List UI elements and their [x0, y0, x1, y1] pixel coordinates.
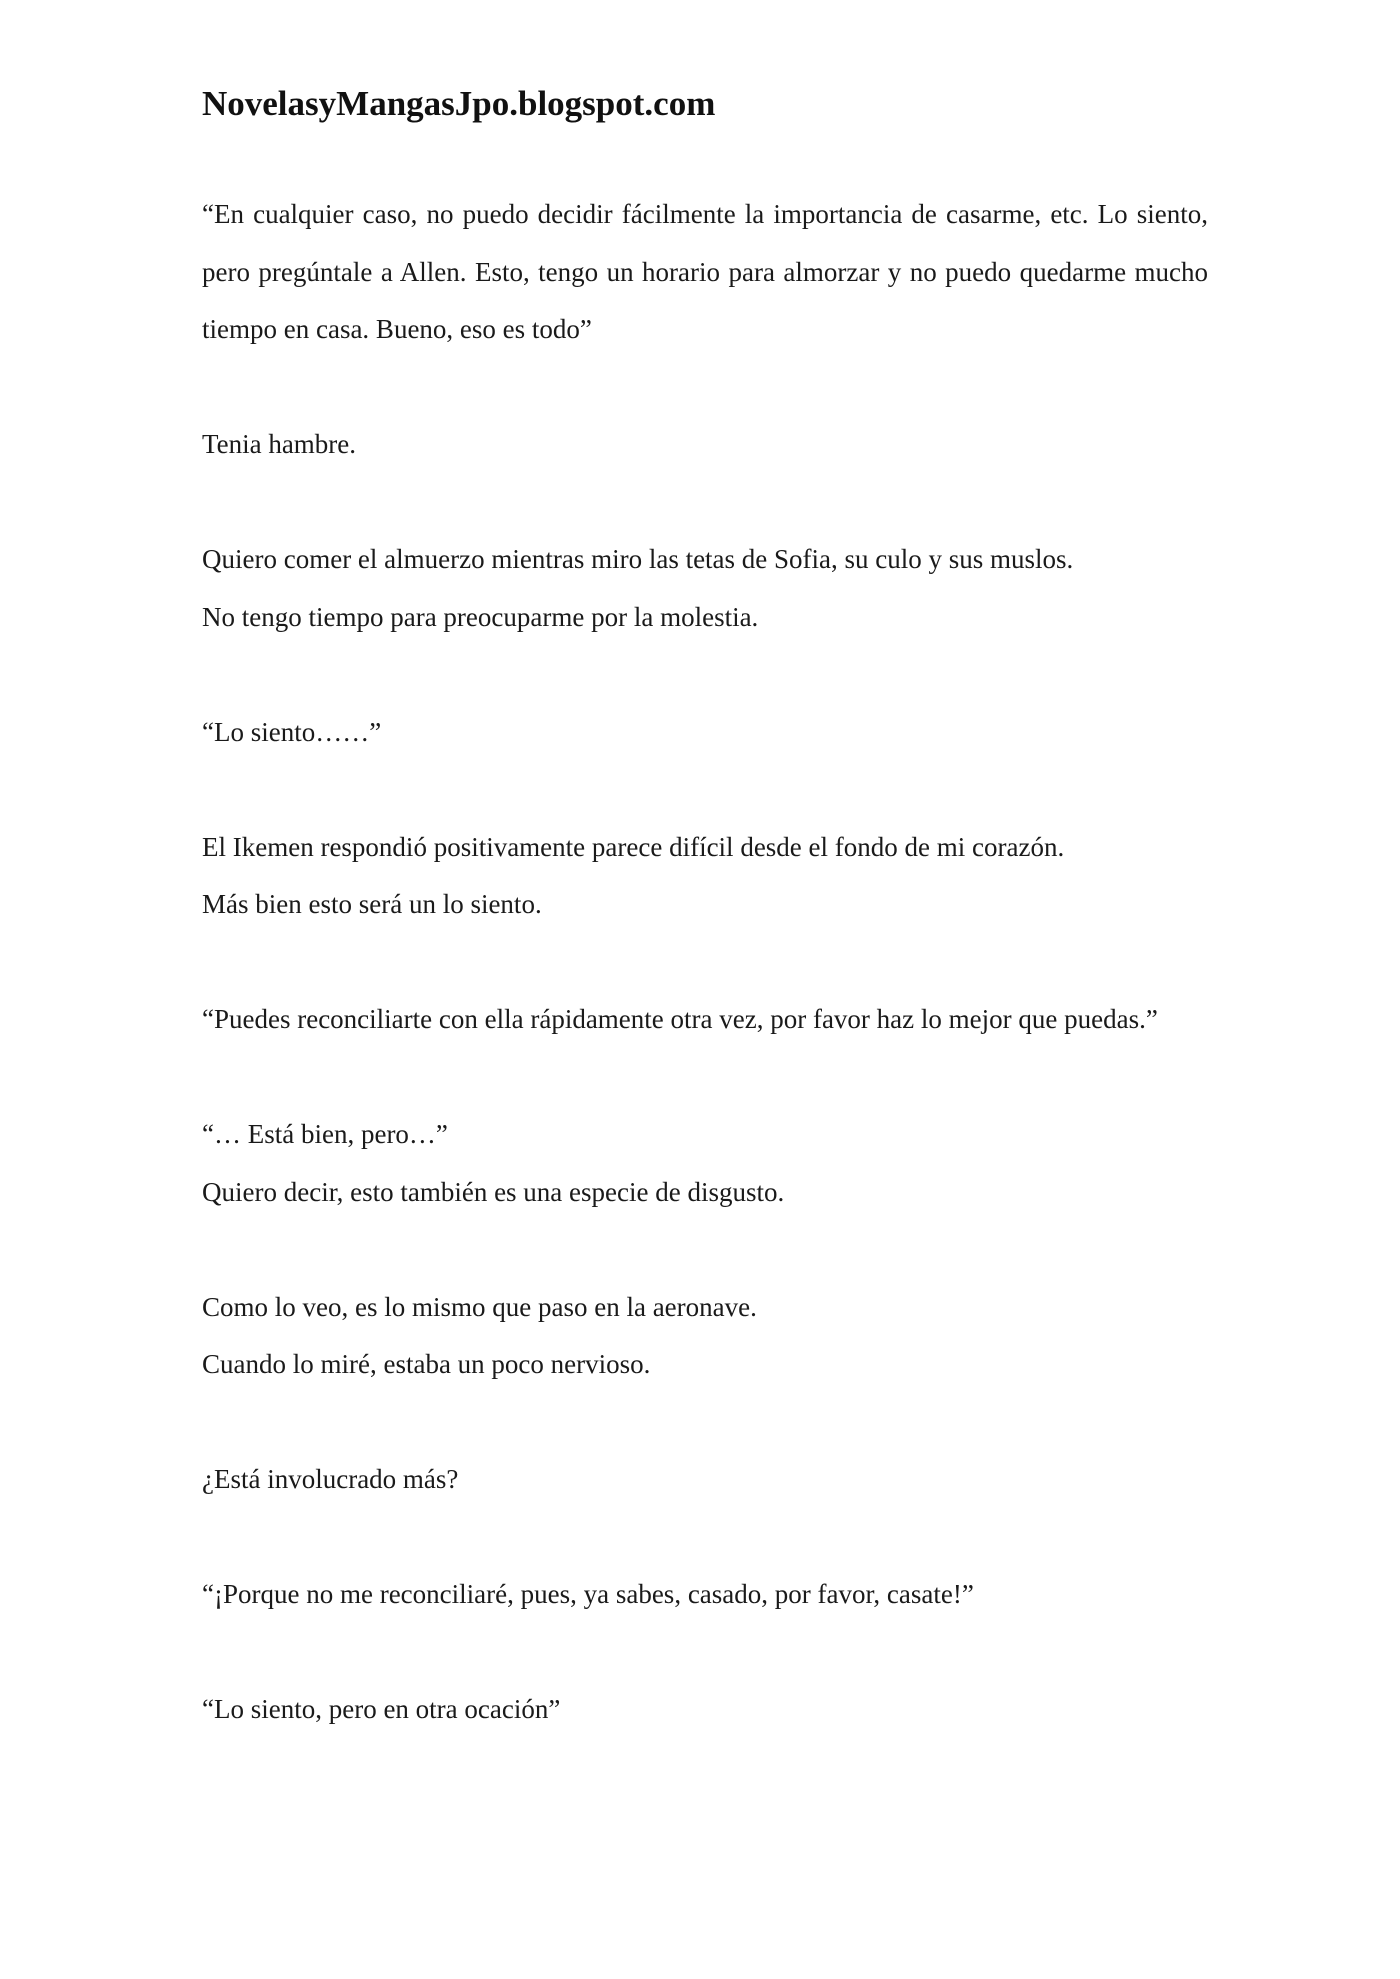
paragraph-gap: [202, 1509, 1208, 1567]
paragraph-2: Tenia hambre.: [202, 429, 357, 459]
paragraph-gap: [202, 1624, 1208, 1682]
paragraph-gap: [202, 359, 1208, 417]
document-body: [202, 186, 1208, 1739]
paragraph-gap: [202, 1049, 1208, 1107]
paragraph-6: “Puedes reconciliarte con ella rápidamente otra vez, por favor haz lo mejor que puedas.”: [202, 1004, 1158, 1034]
site-header: NovelasyMangasJpo.blogspot.com: [202, 84, 716, 123]
paragraph-4: “Lo siento……”: [202, 716, 382, 747]
paragraph-8-line-1: Como lo veo, es lo mismo que paso en la aeronave.: [202, 1291, 757, 1322]
paragraph-gap: [202, 934, 1208, 992]
paragraph-gap: [202, 1394, 1208, 1452]
paragraph-3-line-2: No tengo tiempo para preocuparme por la molestia.: [202, 601, 759, 632]
paragraph-gap: [202, 761, 1208, 819]
paragraph-3-line-1: Quiero comer el almuerzo mientras miro las tetas de Sofia, su culo y sus muslos.: [202, 544, 1074, 574]
paragraph-5-line-2: Más bien esto será un lo siento.: [202, 889, 542, 919]
paragraph-7-line-1: “… Está bien, pero…”: [202, 1119, 448, 1149]
paragraph-gap: [202, 474, 1208, 532]
paragraph-7-line-2: Quiero decir, esto también es una especie de disgusto.: [202, 1176, 785, 1207]
paragraph-5-line-1: El Ikemen respondió positivamente parece difícil desde el fondo de mi corazón.: [202, 831, 1065, 862]
paragraph-10: “¡Porque no me reconciliaré, pues, ya sabes, casado, por favor, casate!”: [202, 1579, 974, 1609]
paragraph-9: ¿Está involucrado más?: [202, 1464, 459, 1494]
paragraph-gap: [202, 646, 1208, 704]
paragraph-gap: [202, 1221, 1208, 1279]
paragraph-8-line-2: Cuando lo miré, estaba un poco nervioso.: [202, 1349, 651, 1379]
paragraph-11: “Lo siento, pero en otra ocación”: [202, 1694, 561, 1724]
paragraph-1: “En cualquier caso, no puedo decidir fácilmente la importancia de casarme, etc. Lo siento, pero pregúntale a Allen. Esto, tengo un horario para almorzar y no puedo quedarme mucho tiempo en casa. Bueno, eso es todo”: [202, 199, 1208, 344]
